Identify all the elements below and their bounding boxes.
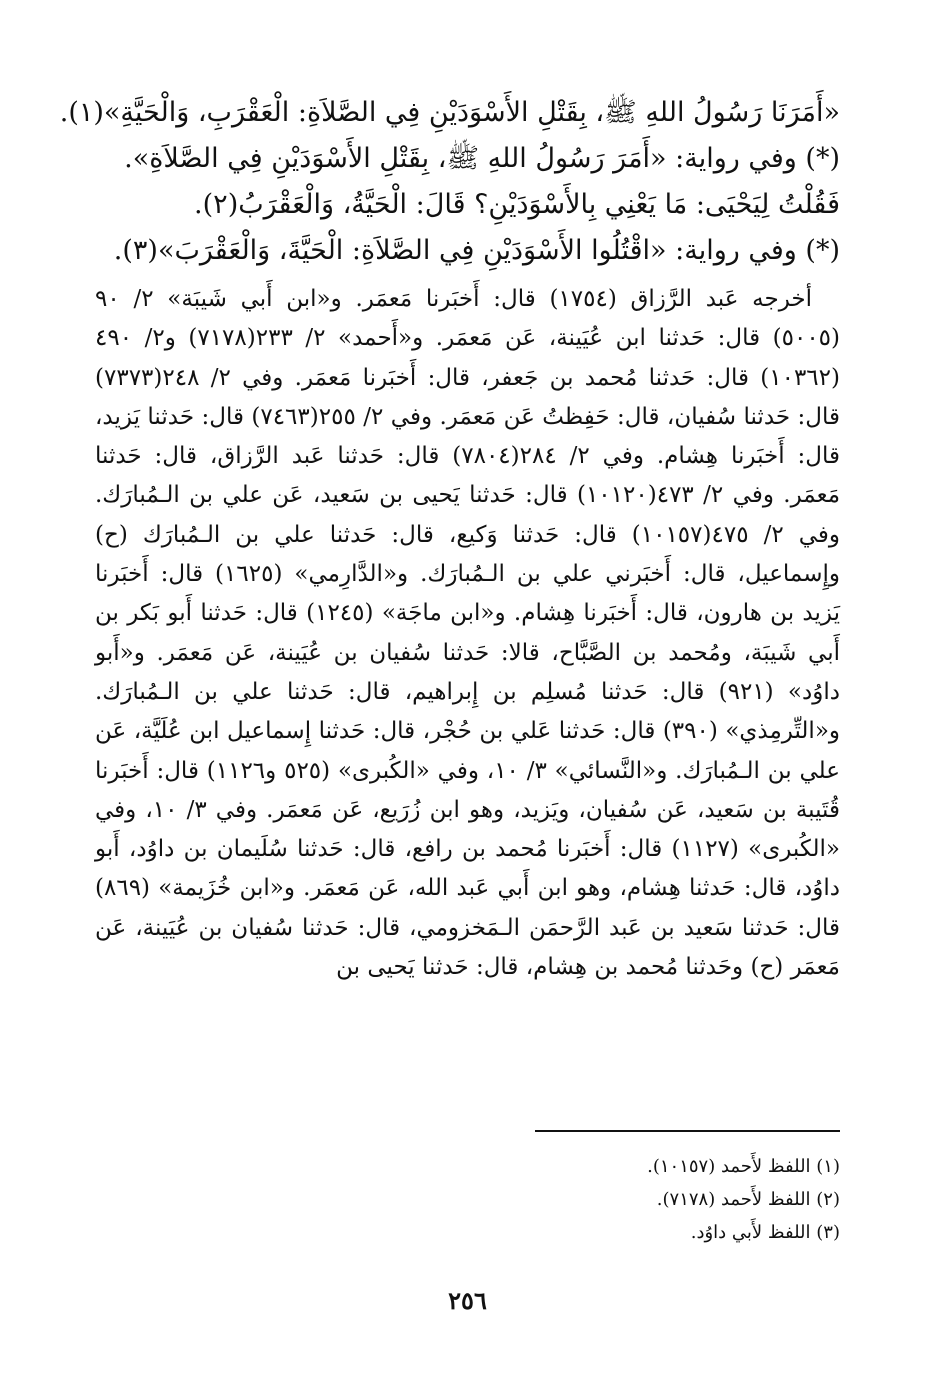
hadith-line: (*) وفي رواية: «أَمَرَ رَسُولُ اللهِ ﷺ، بِقَتْلِ الأَسْوَدَيْنِ فِي الصَّلاَةِ». (124, 143, 840, 174)
footnotes (95, 1150, 840, 1249)
book-page (59, 90, 841, 1350)
takhrij-paragraph (95, 280, 840, 987)
hadith-line: فَقُلْتُ لِيَحْيَى: مَا يَعْنِي بِالأَسْوَدَيْنِ؟ قَالَ: الْحَيَّةُ، وَالْعَقْرَبُ(٢). (194, 189, 840, 220)
hadith-line: (*) وفي رواية: «اقْتُلُوا الأَسْوَدَيْنِ فِي الصَّلاَةِ: الْحَيَّةَ، وَالْعَقْرَبَ»(٣). (113, 235, 840, 266)
takhrij-text: أخرجه عَبد الرَّزاق (١٧٥٤) قال: أَخبَرنا مَعمَر. و«ابن أَبي شَيبَة» ٢/ ٩٠ (٥٠٠٥) قال: حَدثنا ابن عُيَينة، عَن مَعمَر. و«أَحمد» ٢/ ٢٣٣(٧١٧٨) و٢/ ٤٩٠ (١٠٣٦٢) قال: حَدثنا مُحمد بن جَعفر، قال: أَخبَرنا مَعمَر. وفي ٢/ ٢٤٨(٧٣٧٣) قال: حَدثنا سُفيان، قال: حَفِظتُ عَن مَعمَر. وفي ٢/ ٢٥٥(٧٤٦٣) قال: حَدثنا يَزيد، قال: أَخبَرنا هِشام. وفي ٢/ ٢٨٤(٧٨٠٤) قال: حَدثنا عَبد الرَّزاق، قال: حَدثنا مَعمَر. وفي ٢/ ٤٧٣(١٠١٢٠) قال: حَدثنا يَحيى بن سَعيد، عَن علي بن الـمُبارَك. وفي ٢/ ٤٧٥(١٠١٥٧) قال: حَدثنا وَكيع، قال: حَدثنا علي بن الـمُبارَك (ح) وإِسماعيل، قال: أَخبَرني علي بن الـمُبارَك. و«الدَّارِمي» (١٦٢٥) قال: أَخبَرنا يَزيد بن هارون، قال: أَخبَرنا هِشام. و«ابن ماجَة» (١٢٤٥) قال: حَدثنا أَبو بَكر بن أَبي شَيبَة، ومُحمد بن الصَّبَّاح، قالا: حَدثنا سُفيان بن عُيَينة، عَن مَعمَر. و«أَبو داوُد» (٩٢١) قال: حَدثنا مُسلِم بن إِبراهيم، قال: حَدثنا علي بن الـمُبارَك. و«التِّرمِذي» (٣٩٠) قال: حَدثنا عَلي بن حُجْر، قال: حَدثنا إِسماعيل ابن عُلَيَّة، عَن علي بن الـمُبارَك. و«النَّسائي» ٣/ ١٠، وفي «الكُبرى» (٥٢٥ و١١٢٦) قال: أَخبَرنا قُتَيبة بن سَعيد، عَن سُفيان، ويَزيد، وهو ابن زُرَيع، عَن مَعمَر. وفي ٣/ ١٠، وفي «الكُبرى» (١١٢٧) قال: أَخبَرنا مُحمد بن رافع، قال: حَدثنا سُلَيمان بن داوُد، أَبو داوُد، قال: حَدثنا هِشام، وهو ابن أَبي عَبد الله، عَن مَعمَر. و«ابن خُزَيمة» (٨٦٩) قال: حَدثنا سَعيد بن عَبد الرَّحمَن الـمَخزومي، قال: حَدثنا سُفيان بن عُيَينة، عَن مَعمَر (ح) وحَدثنا مُحمد بن هِشام، قال: حَدثنا يَحيى بن (95, 286, 841, 981)
footnote: (٣) اللفظ لأَبي داوُد. (690, 1222, 840, 1243)
hadith-line: «أَمَرَنَا رَسُولُ اللهِ ﷺ، بِقَتْلِ الأَسْوَدَيْنِ فِي الصَّلاَةِ: الْعَقْرَبِ، وَالْحَيَّةِ»(١). (59, 97, 840, 128)
footnote-separator (535, 1130, 840, 1132)
hadith-text (59, 90, 840, 274)
footnote: (٢) اللفظ لأَحمد (٧١٧٨). (656, 1189, 840, 1210)
page-number: ٢٥٦ (448, 1286, 487, 1315)
footnote: (١) اللفظ لأَحمد (١٠١٥٧). (647, 1156, 840, 1177)
